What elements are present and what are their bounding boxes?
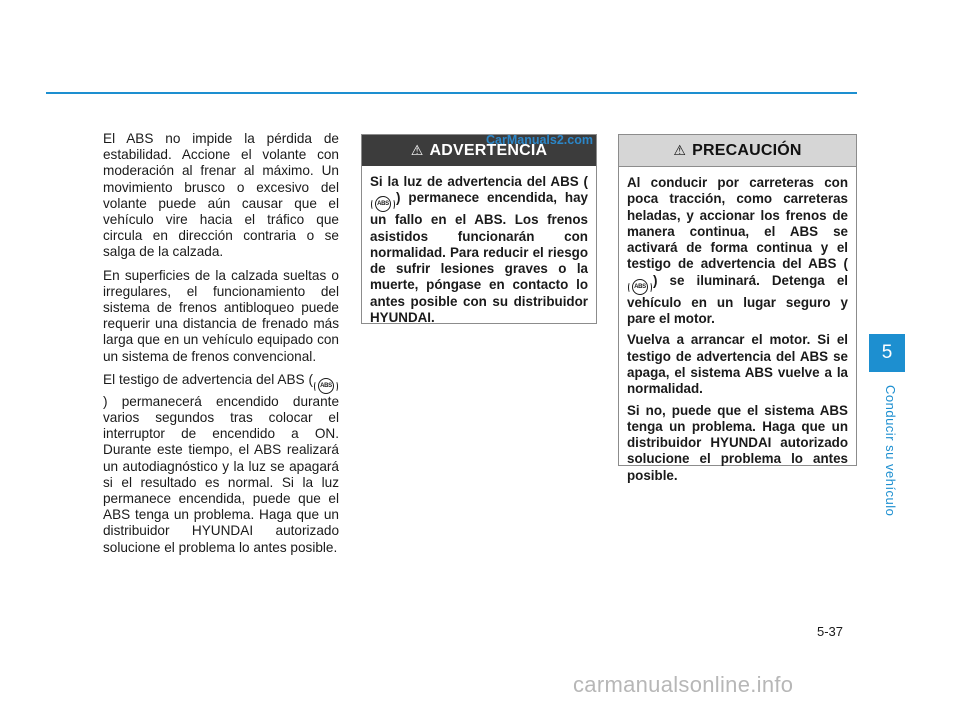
caution-header	[619, 135, 856, 167]
page-number: 5-37	[817, 624, 844, 639]
warning-paragraph	[370, 174, 588, 326]
abs-warning-icon: ABS	[318, 378, 334, 394]
caution-paragraph-1	[627, 175, 848, 327]
paragraph-text-start: El testigo de advertencia del ABS (	[103, 371, 313, 387]
paragraph-text-end: ) permanecerá encendido durante varios segundos tras colocar el interruptor de encendido a ON. Durante este tiempo, el ABS realizará un autodiagnóstico y la luz se apagará si el resultado es normal. Si la luz permanece encendida, puede que el ABS tenga un problema. Haga que un distribuidor HYUNDAI autorizado solucione el problema lo antes posible.	[103, 393, 339, 555]
watermark: CarManuals2.com	[486, 133, 593, 147]
caution-triangle-icon: ⚠	[673, 142, 687, 158]
caution-title: PRECAUCIÓN	[692, 141, 802, 159]
caution-box	[618, 134, 857, 483]
caution-text-end: ) se iluminará. Detenga el vehículo en un lugar seguro y pare el motor.	[627, 272, 848, 327]
caution-text-start: Al conducir por carreteras con poca tracción, como carreteras heladas, y accionar los frenos de manera continua, el ABS se activará de forma continua y el testigo de advertencia del ABS (	[627, 175, 848, 272]
warning-box	[361, 134, 597, 324]
warning-text-end: ) permanece encendida, hay un fallo en el ABS. Los frenos asistidos funcionarán con normalidad. Para reducir el riesgo de sufrir lesiones graves o la muerte, póngase en contacto lo antes posible con su distribuidor HYUNDAI.	[370, 190, 588, 326]
left-column-text	[103, 131, 339, 563]
top-rule	[46, 92, 857, 94]
warning-text-start: Si la luz de advertencia del ABS (	[370, 174, 588, 189]
caution-paragraph-2: Vuelva a arrancar el motor. Si el testigo de advertencia del ABS se apaga, el sistema ABS vuelve a la normalidad.	[627, 332, 848, 397]
abs-warning-icon: ABS	[632, 279, 648, 295]
chapter-number-tab: 5	[869, 334, 905, 372]
caution-body	[619, 167, 856, 484]
abs-warning-icon: ABS	[375, 196, 391, 212]
caution-paragraph-3: Si no, puede que el sistema ABS tenga un problema. Haga que un distribuidor HYUNDAI autorizado solucione el problema lo antes posible.	[627, 402, 848, 483]
warning-triangle-icon: ⚠	[410, 142, 424, 158]
footer-watermark-url: carmanualsonline.info	[573, 672, 794, 697]
paragraph-loose-surfaces: En superficies de la calzada sueltas o irregulares, el funcionamiento del sistema de frenos antibloqueo puede requerir una distancia de frenado más larga que en un vehículo equipado con un sistema de frenos convencional.	[103, 267, 339, 364]
warning-title: ADVERTENCIA	[429, 141, 548, 159]
chapter-title: Conducir su vehículo	[883, 385, 898, 517]
paragraph-abs-warning-light	[103, 372, 339, 556]
warning-body	[362, 166, 596, 326]
paragraph-abs-stability: El ABS no impide la pérdida de estabilidad. Accione el volante con moderación al frenar al máximo. Un movimiento brusco o excesivo del volante puede aún causar que el vehículo vire hacia el tráfico que circula en dirección contraria o se salga de la calzada.	[103, 131, 339, 260]
